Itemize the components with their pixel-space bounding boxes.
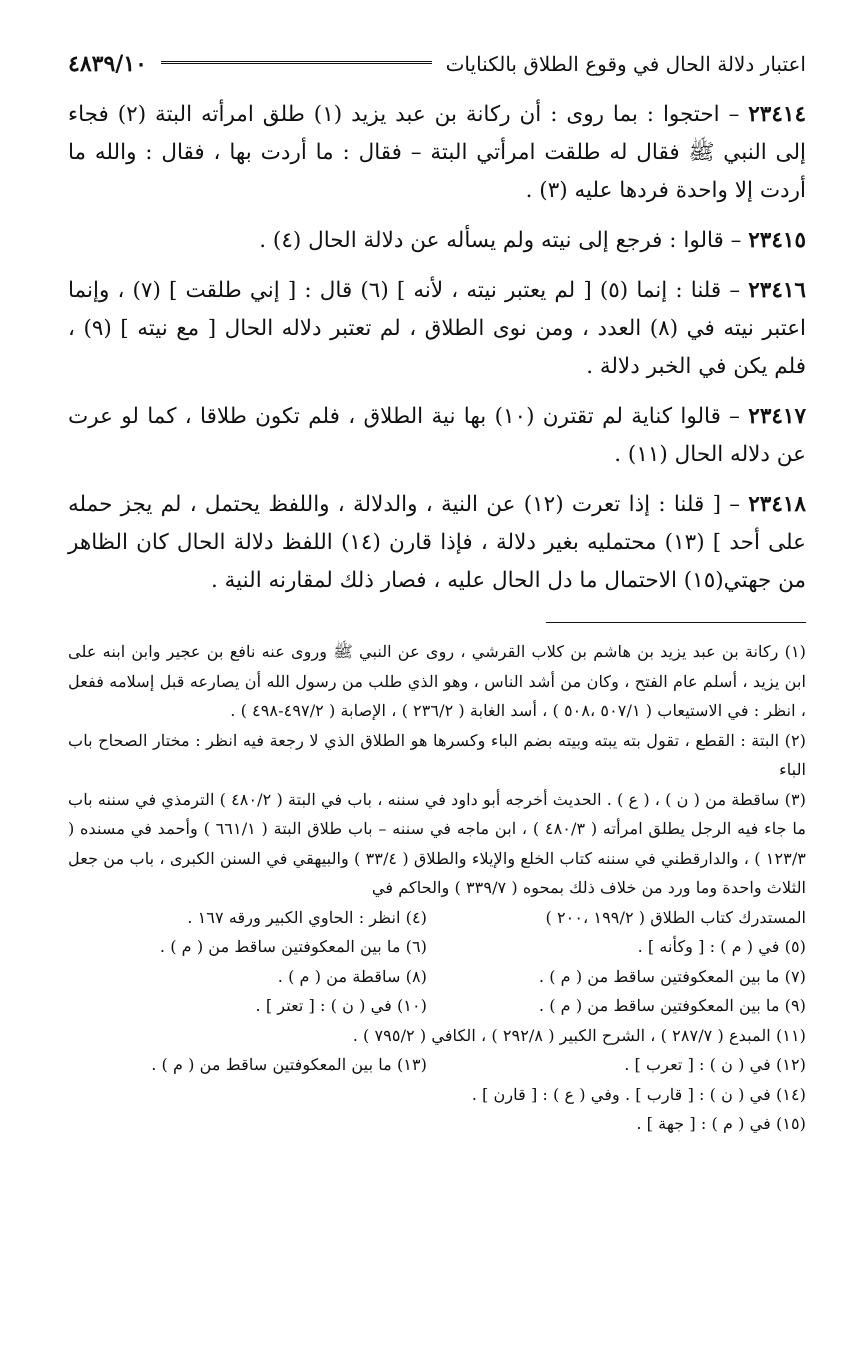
paragraph-number: ٢٣٤١٤	[748, 102, 806, 127]
footnote-2: (٢) البتة : القطع ، تقول بته يبته وبيته بضم الباء وكسرها هو الطلاق الذي لا رجعة فيه انظر : مختار الصحاح باب الباء	[68, 730, 806, 779]
footnote-7: (٧) ما بين المعكوفتين ساقط من ( م ) .	[538, 966, 806, 986]
paragraph-23417	[68, 398, 806, 474]
page-number: ٤٨٣٩/١٠	[68, 51, 147, 77]
paragraph-text: – [ قلنا : إذا تعرت (١٢) عن النية ، والدلالة ، واللفظ يحتمل ، لم يجز حمله على أحد ] (١٣) محتمليه بغير دلالة ، فإذا قارن (١٤) اللفظ دلالة الحال كان الظاهر من جهتي(١٥) الاحتمال ما دل الحال عليه ، فصار ذلك لمقارنه النية .	[68, 492, 807, 593]
footnote-4: (٤) انظر : الحاوي الكبير ورقه ١٦٧ .	[187, 907, 427, 927]
footnote-11: (١١) المبدع ( ٢٨٧/٧ ) ، الشرح الكبير ( ٢٩٢/٨ ) ، الكافي ( ٧٩٥/٢ ) .	[352, 1025, 806, 1045]
paragraph-23416	[68, 272, 806, 386]
footnote-13: (١٣) ما بين المعكوفتين ساقط من ( م ) .	[151, 1055, 427, 1074]
paragraph-23418	[68, 486, 806, 600]
running-header	[68, 44, 806, 84]
footnote-9: (٩) ما بين المعكوفتين ساقط من ( م ) .	[538, 996, 806, 1015]
footnote-6: (٦) ما بين المعكوفتين ساقط من ( م ) .	[159, 937, 427, 956]
footnote-divider	[546, 622, 806, 623]
footnote-14: (١٤) في ( ن ) : [ قارب ] . وفي ( ع ) : [ قارن ] .	[471, 1084, 806, 1104]
footnotes	[68, 637, 806, 1139]
paragraph-23415	[68, 222, 806, 260]
paragraph-23414	[68, 96, 806, 210]
footnote-10: (١٠) في ( ن ) : [ تعتر ] .	[255, 996, 427, 1015]
paragraph-number: ٢٣٤١٨	[748, 492, 806, 517]
footnote-5: (٥) في ( م ) : [ وكأنه ] .	[637, 937, 806, 956]
paragraph-number: ٢٣٤١٦	[748, 278, 806, 303]
footnote-3-end: المستدرك كتاب الطلاق ( ١٩٩/٢ ،٢٠٠ )	[545, 907, 806, 927]
paragraph-number: ٢٣٤١٧	[748, 404, 807, 429]
header-title: اعتبار دلالة الحال في وقوع الطلاق بالكنايات	[445, 52, 806, 76]
footnote-grid	[68, 903, 806, 1139]
footnote-8: (٨) ساقطة من ( م ) .	[277, 966, 427, 986]
footnote-3: (٣) ساقطة من ( ن ) ، ( ع ) . الحديث أخرجه أبو داود في سننه ، باب في البتة ( ٤٨٠/٢ ) الترمذي في سننه باب ما جاء فيه الرجل يطلق امرأته ( ٤٨٠/٣ ) ، ابن ماجه في سننه – باب طلاق البتة ( ٦٦١/١ ) وأحمد في مسنده ( ١٢٣/٣ ) ، والدارقطني في سننه كتاب الخلع والإيلاء والطلاق ( ٣٣/٤ ) والبيهقي في السنن الكبرى ، باب من جعل الثلاث واحدة وما ورد من خلاف ذلك بمحوه ( ٣٣٩/٧ ) والحاكم في	[68, 789, 806, 897]
paragraph-number: ٢٣٤١٥	[748, 228, 806, 253]
paragraph-text: – قالوا : فرجع إلى نيته ولم يسأله عن دلالة الحال (٤) .	[259, 228, 749, 253]
footnote-15: (١٥) في ( م ) : [ جهة ] .	[636, 1114, 806, 1133]
paragraph-text: – احتجوا : بما روى : أن ركانة بن عبد يزيد (١) طلق امرأته البتة (٢) فجاء إلى النبي ﷺ فقال له طلقت امرأتي البتة – فقال : ما أردت بها ، فقال : والله ما أردت إلا واحدة فردها عليه (٣) .	[68, 102, 806, 203]
paragraph-text: – قلنا : إنما (٥) [ لم يعتبر نيته ، لأنه ] (٦) قال : [ إني طلقت ] (٧) ، وإنما اعتبر نيته في (٨) العدد ، ومن نوى الطلاق ، لم تعتبر دلاله الحال [ مع نيته ] (٩) ، فلم يكن في الخبر دلالة .	[68, 278, 806, 379]
footnote-12: (١٢) في ( ن ) : [ تعرب ] .	[624, 1055, 806, 1074]
header-rule	[161, 61, 432, 68]
footnote-1: (١) ركانة بن عبد يزيد بن هاشم بن كلاب القرشي ، روى عن النبي ﷺ وروى عنه نافع بن عجير وابن ابنه على ابن يزيد ، أسلم عام الفتح ، وكان من أشد الناس ، وهو الذي طلب من رسول الله أن يصارعه قبل إسلامه ففعل ، انظر : في الاستيعاب ( ٥٠٧/١ ،٥٠٨ ) ، أسد الغابة ( ٢٣٦/٢ ) ، الإصابة ( ٤٩٧/٢-٤٩٨ ) .	[68, 642, 806, 720]
paragraph-text: – قالوا كناية لم تقترن (١٠) بها نية الطلاق ، فلم تكون طلاقا ، كما لو عرت عن دلاله الحال (١١) .	[68, 404, 806, 467]
